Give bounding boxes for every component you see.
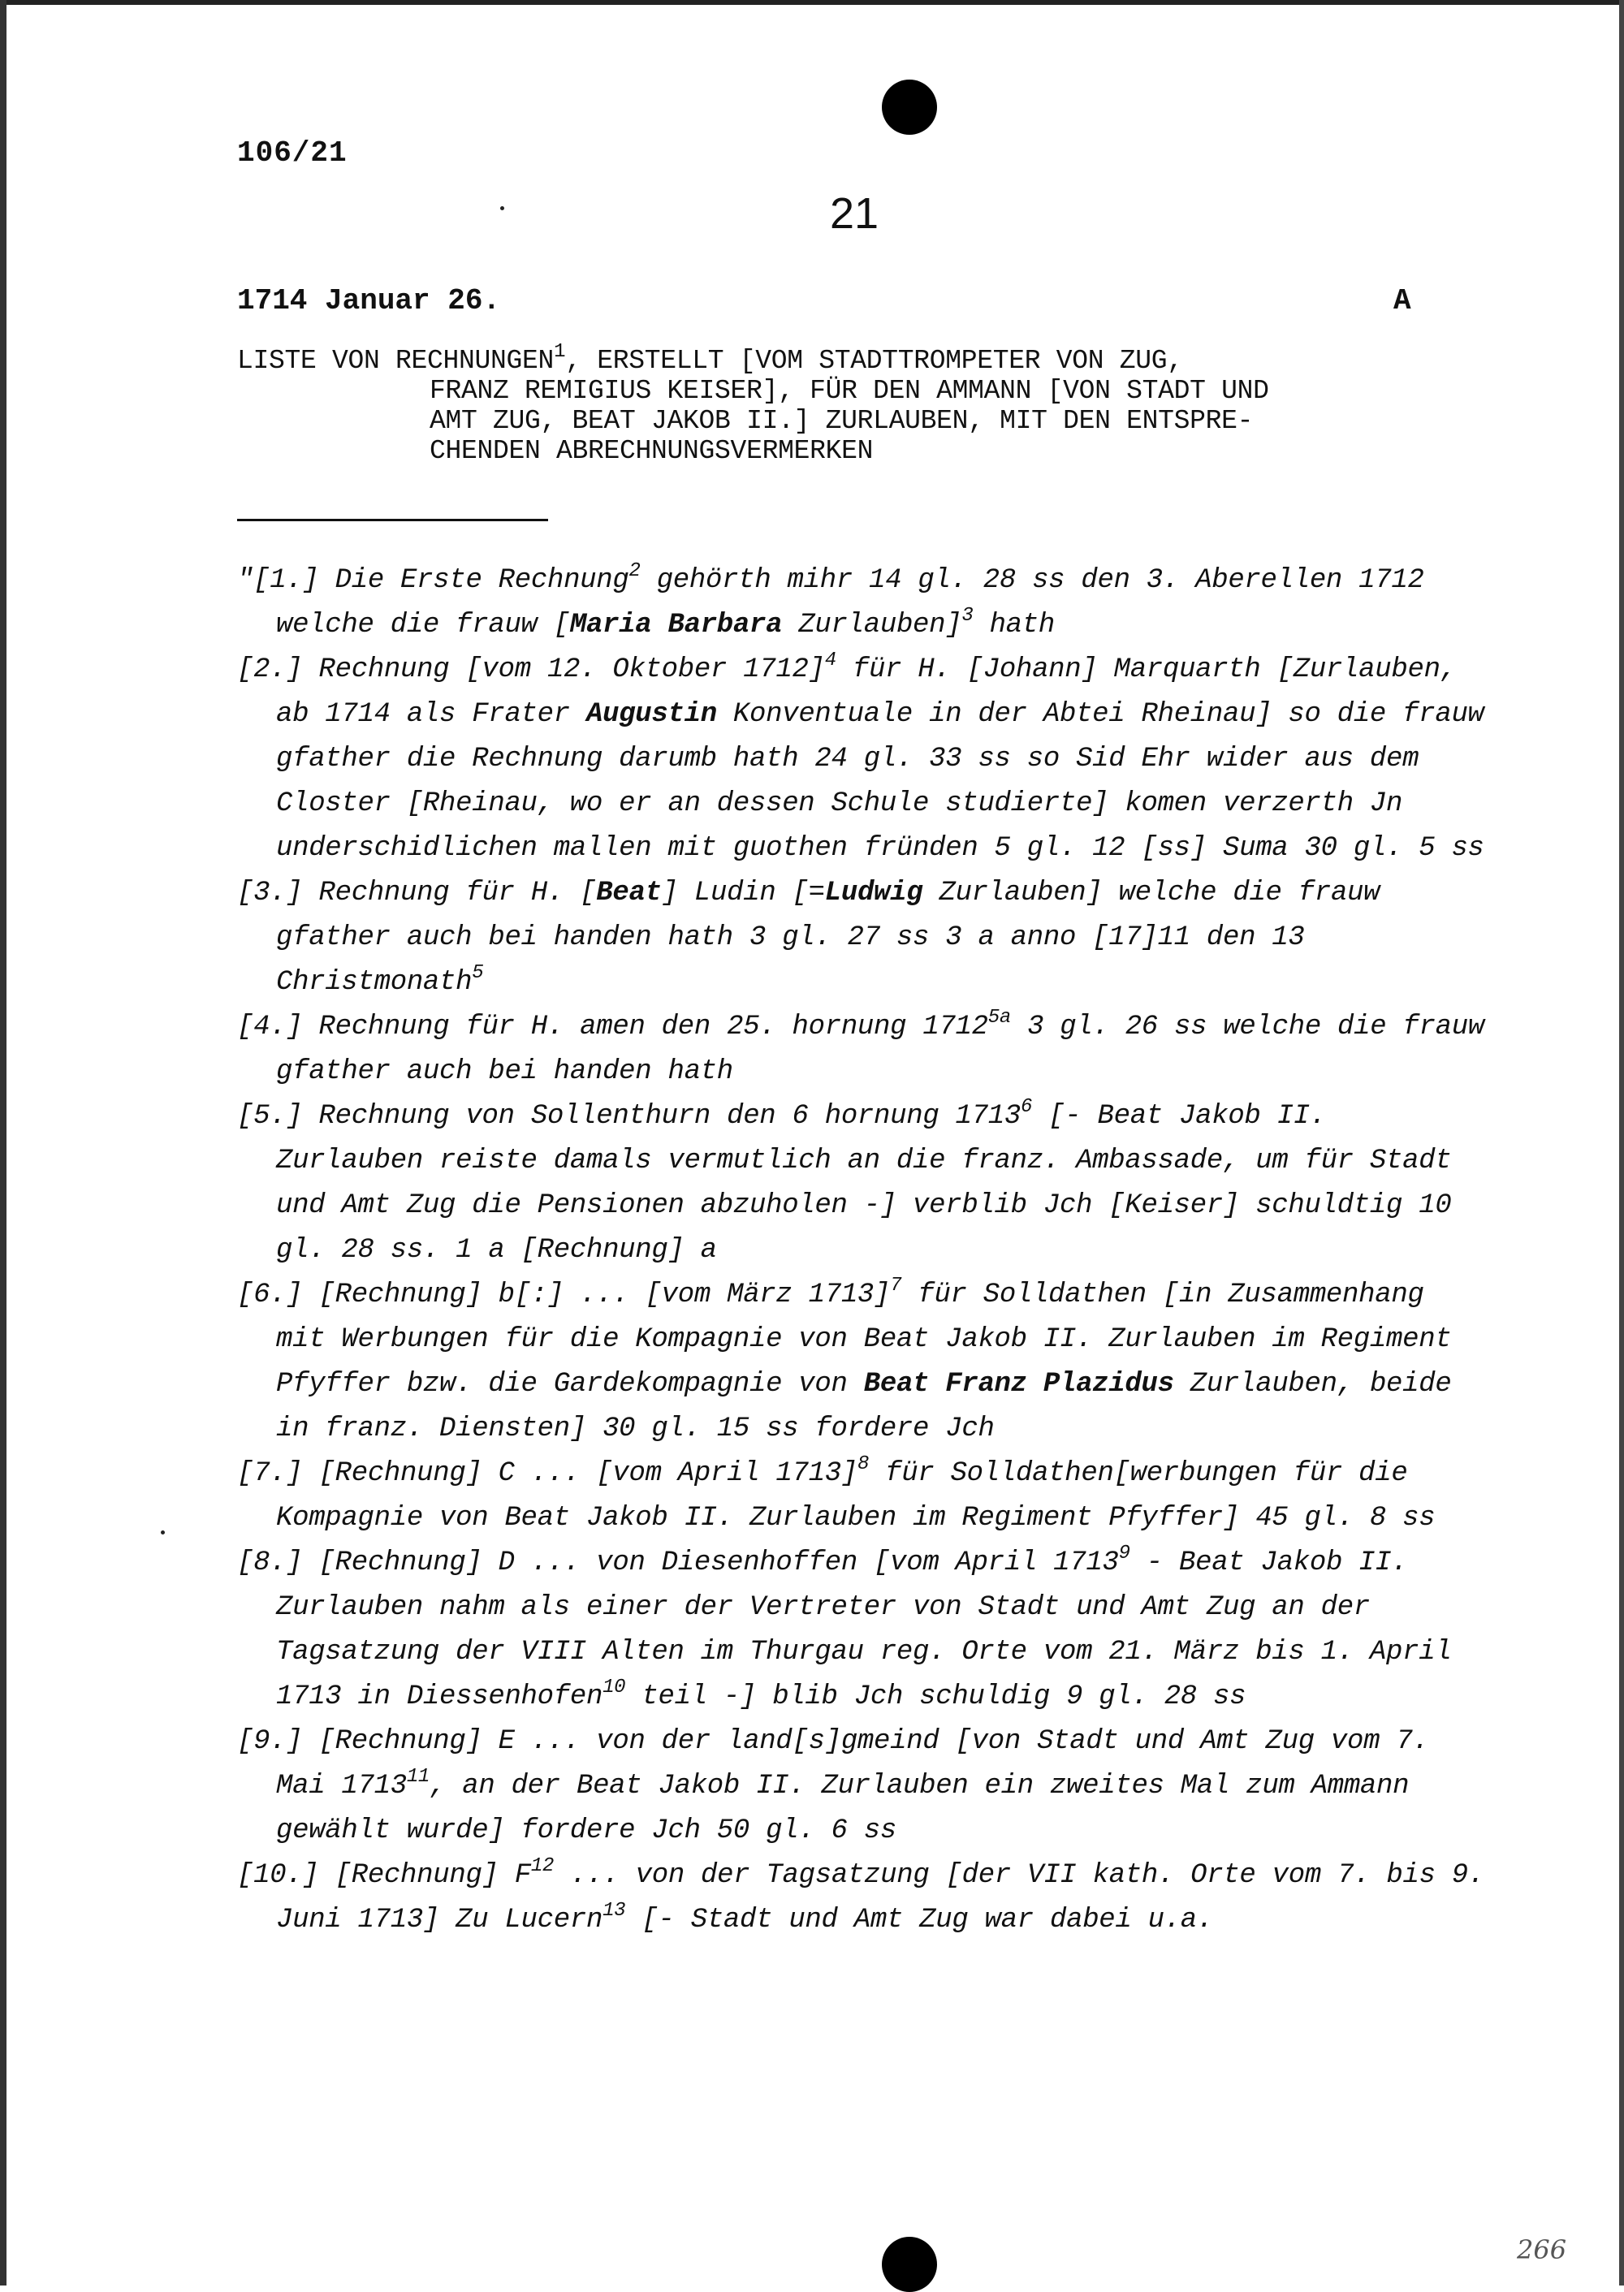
title-line-4: CHENDEN ABRECHNUNGSVERMERKEN bbox=[430, 436, 874, 466]
list-item: [10.] [Rechnung] $F^{12}$ ... von der Tagsatzung [der VII kath. Orte vom 7. bis 9. Juni 1713] Zu Lucern$^{13}$ [- Stadt und Amt Zug war dabei u.a. bbox=[237, 1854, 1484, 1936]
title-line-2: FRANZ REMIGIUS KEISER], FÜR DEN AMMANN [VON STADT UND bbox=[430, 376, 1269, 406]
list-item: [8.] [Rechnung] D ... von Diesenhoffen [vom April 1713$^9$ - Beat Jakob II. Zurlauben nahm als einer der Vertreter von Stadt und Amt Zug an der Tagsatzung der VIII Alten im Thurgau reg. Orte vom 21. März bis 1. April 1713 in Diessenhofen$^{10}$ teil -] blib Jch schuldig 9 gl. 28 ss bbox=[237, 1542, 1452, 1712]
punch-hole-bottom bbox=[882, 2237, 937, 2292]
document-title bbox=[237, 341, 1504, 466]
footnote-ref: 12 bbox=[530, 1854, 555, 1877]
invoice-list bbox=[237, 559, 1488, 1943]
footnote-ref: 2 bbox=[628, 559, 641, 582]
footnote-ref: 8 bbox=[857, 1452, 870, 1475]
footnote-ref: 5a bbox=[987, 1006, 1011, 1029]
page-number: 21 bbox=[830, 189, 879, 238]
scan-border-right bbox=[1619, 0, 1624, 2286]
footnote-ref: 9 bbox=[1118, 1542, 1130, 1565]
footnote-ref: 11 bbox=[406, 1765, 430, 1788]
footnote-ref: 13 bbox=[603, 1899, 626, 1922]
footnote-ref: 5 bbox=[472, 961, 484, 984]
list-item: [9.] [Rechnung] E ... von der land[s]gmeind [von Stadt und Amt Zug vom 7. Mai 1713$^{11}$, an der Beat Jakob II. Zurlauben ein zweites Mal zum Ammann gewählt wurde] fordere Jch 50 gl. 6 ss bbox=[237, 1726, 1429, 1846]
footnote-ref: 3 bbox=[961, 604, 974, 627]
scan-speck bbox=[161, 1530, 165, 1534]
list-item: "[1.] Die Erste Rechnung$^2$ gehörth mihr 14 gl. 28 ss den 3. Aberellen 1712 welche die frauw [Maria Barbara Zurlauben]$^3$ hath bbox=[237, 559, 1424, 641]
list-item: [7.] [Rechnung] C ... [vom April 1713]$^8$ für Solldathen[werbungen für die Kompagnie von Beat Jakob II. Zurlauben im Regiment Pfyffer] 45 gl. 8 ss bbox=[237, 1452, 1436, 1534]
punch-hole-top bbox=[882, 80, 937, 135]
footnote-ref: 7 bbox=[890, 1274, 902, 1297]
list-item: [6.] [Rechnung] b[:] ... [vom März 1713]$^7$ für Solldathen [in Zusammenhang mit Werbungen für die Kompagnie von Beat Jakob II. Zurlauben im Regiment Pfyffer bzw. die Gardekompagnie von Beat Franz Plazidus Zurlauben, beide in franz. Diensten] 30 gl. 15 ss fordere Jch bbox=[237, 1274, 1452, 1444]
footnote-ref: 6 bbox=[1020, 1095, 1033, 1118]
document-date: 1714 Januar 26. bbox=[237, 284, 501, 317]
footnote-ref: 10 bbox=[603, 1676, 626, 1698]
scan-speck bbox=[500, 206, 504, 210]
list-item: [2.] Rechnung [vom 12. Oktober 1712]$^4$ für H. [Johann] Marquarth [Zurlauben, ab 1714 als Frater Augustin Konventuale in der Abtei Rheinau] so die frauw gfather die Rechnung darumb hath 24 gl. 33 ss so Sid Ehr wider aus dem Closter [Rheinau, wo er an dessen Schule studierte] komen verzerth Jn underschidlichen mallen mit guothen fründen 5 gl. 12 [ss] Suma 30 gl. 5 ss bbox=[237, 649, 1484, 864]
scan-border-top bbox=[0, 0, 1624, 5]
title-line-1: LISTE VON RECHNUNGEN$^1$, ERSTELLT [VOM STADTTROMPETER VON ZUG, bbox=[237, 341, 1183, 376]
list-item: [4.] Rechnung für H. amen den 25. hornung $1712^{5a}$ 3 gl. 26 ss welche die frauw gfather auch bei handen hath bbox=[237, 1006, 1484, 1087]
footnote-ref: 4 bbox=[824, 649, 836, 671]
title-line-3: AMT ZUG, BEAT JAKOB II.] ZURLAUBEN, MIT DEN ENTSPRE- bbox=[430, 406, 1254, 436]
list-item: [5.] Rechnung von Sollenthurn den 6 hornung 1713$^6$ [- Beat Jakob II. Zurlauben reiste damals vermutlich an die franz. Ambassade, um für Stadt und Amt Zug die Pensionen abzuholen -] verblib Jch [Keiser] schuldtig 10 gl. 28 ss. 1 a [Rechnung] a bbox=[237, 1095, 1452, 1266]
list-item: [3.] Rechnung für H. [Beat] Ludin [=Ludwig Zurlauben] welche die frauw gfather auch bei handen hath 3 gl. 27 ss 3 a anno [17]11 den 13 Christmonath$^5$ bbox=[237, 878, 1380, 998]
archive-number: 266 bbox=[1517, 2234, 1567, 2265]
variant-letter: A bbox=[1393, 284, 1411, 317]
title-divider bbox=[237, 519, 548, 521]
document-reference: 106/21 bbox=[237, 136, 348, 170]
footnote-ref: 1 bbox=[554, 341, 566, 363]
scan-border-left bbox=[0, 0, 6, 2286]
